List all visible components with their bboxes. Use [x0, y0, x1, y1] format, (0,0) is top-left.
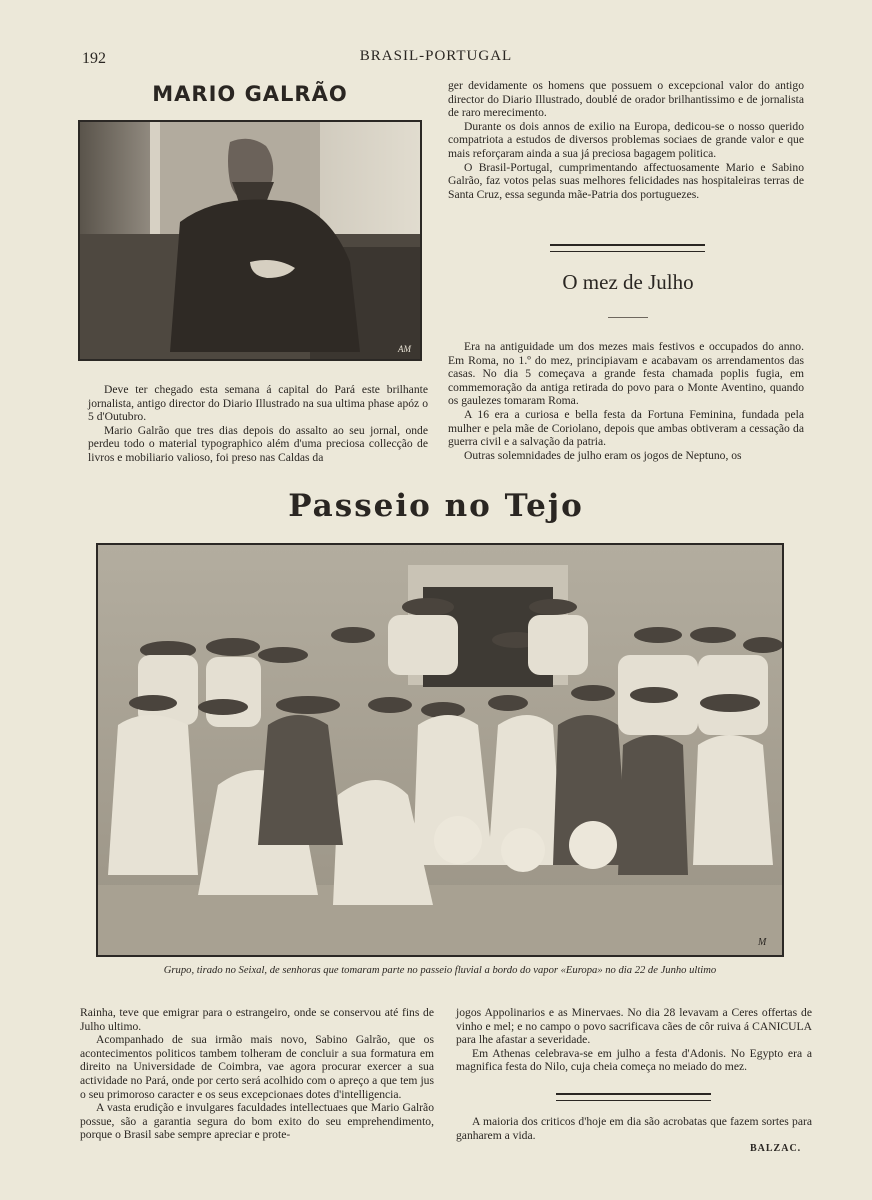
group-illustration — [98, 545, 782, 955]
continued-paragraph: Rainha, teve que emigrar para o estrangeiro, onde se conservou até fins de Julho ultimo. — [80, 1006, 434, 1033]
photo-monogram: AM — [398, 344, 411, 354]
julho-heading: O mez de Julho — [562, 270, 694, 294]
passeio-heading: Passeio no Tejo — [288, 488, 584, 524]
quote-author: BALZAC. — [750, 1143, 802, 1154]
continued-paragraph: jogos Appolinarios e as Minervaes. No dia 28 levavam a Ceres offertas de vinho e mel; e no campo o povo sacrificava cães de côr ruiva á CANICULA para lhe afastar a severidade. — [456, 1006, 812, 1047]
julho-paragraph: A 16 era a curiosa e bella festa da Fortuna Feminina, fundada pela mulher e pela mãe de Coriolano, depois que ambas obtiveram a cessação da guerra civil e a salvação da patria. — [448, 407, 804, 449]
photo-monogram: M — [758, 937, 767, 948]
mario-heading: MARIO GALRÃO — [152, 82, 348, 106]
section-divider — [556, 1093, 711, 1101]
continuation-paragraph: ger devidamente os homens que possuem o excepcional valor do antigo director do Diario Illustrado, doublé de orador brilhantissimo e de jornalista de raro merecimento. — [448, 79, 804, 120]
mario-article-continued — [80, 1006, 434, 1142]
quote-block — [456, 1115, 812, 1142]
photo-caption: Grupo, tirado no Seixal, de senhoras que tomaram parte no passeio fluvial a bordo do vapor «Europa» no dia 22 de Junho ultimo — [163, 965, 717, 976]
mario-paragraph: Mario Galrão que tres dias depois do assalto ao seu jornal, onde perdeu todo o material typographico além d'uma preciosa collecção de livros e mobiliario valioso, foi preso nas Caldas da — [88, 423, 428, 464]
continued-paragraph: Acompanhado de sua irmão mais novo, Sabino Galrão, que os acontecimentos politicos tambem tolheram de concluir a sua formatura em direito na Universidade de Coimbra, vae agora procurar exercer a sua actividade no Pará, onde por certo será acolhido com o apreço a que tem jus o seu primoroso caracter e os seus excepcionaes dotes d'intelligencia. — [80, 1033, 434, 1101]
continued-paragraph: Em Athenas celebrava-se em julho a festa d'Adonis. No Egypto era a magnifica festa do Nilo, cuja cheia começa no meiado do mez. — [456, 1046, 812, 1074]
group-photo — [96, 543, 784, 957]
page-number: 192 — [82, 50, 106, 67]
mario-paragraph: Deve ter chegado esta semana á capital do Pará este brilhante jornalista, antigo director do Diario Illustrado na sua ultima phase apóz o 5 d'Outubro. — [88, 383, 428, 424]
heading-underline — [608, 317, 648, 318]
julho-paragraph: Era na antiguidade um dos mezes mais festivos e occupados do anno. Em Roma, no 1.º do mez, principiavam e acabavam os arrendamentos das casas. No dia 5 começava a grande festa chamada poplis fugia, em commemoração da antiga retirada do povo para o Monte Aventino, quando os gaulezes tomaram Roma. — [448, 340, 804, 408]
julho-paragraph: Outras solemnidades de julho eram os jogos de Neptuno, os — [464, 448, 742, 462]
continuation-paragraph: Durante os dois annos de exilio na Europa, dedicou-se o nosso querido compatriota a estudos de diversos problemas sociaes de grande valor e que mais reforçaram ainda a sua já preciosa bagagem politica. — [448, 119, 804, 160]
running-header: BRASIL-PORTUGAL — [359, 48, 513, 64]
julho-article-continued — [456, 1006, 812, 1074]
continued-paragraph: A vasta erudição e invulgares faculdades intellectuaes que Mario Galrão possue, são a garantia segura do bom exito do seu emprehendimento, porque o Brasil sabe sempre apreciar e prote- — [80, 1101, 434, 1142]
portrait-illustration — [80, 122, 420, 359]
continuation-paragraph: O Brasil-Portugal, cumprimentando affectuosamente Mario e Sabino Galrão, faz votos pelas suas melhores felicidades nas hospitaleiras terras de Santa Cruz, essa segunda mãe-Patria dos portuguezes. — [448, 160, 804, 201]
right-continuation — [448, 79, 804, 201]
julho-article — [448, 340, 804, 462]
mario-article — [88, 383, 428, 465]
mario-portrait-photo — [78, 120, 422, 361]
quote-text: A maioria dos criticos d'hoje em dia são acrobatas que fazem sortes para ganharem a vida. — [456, 1115, 812, 1142]
section-divider — [550, 244, 705, 252]
